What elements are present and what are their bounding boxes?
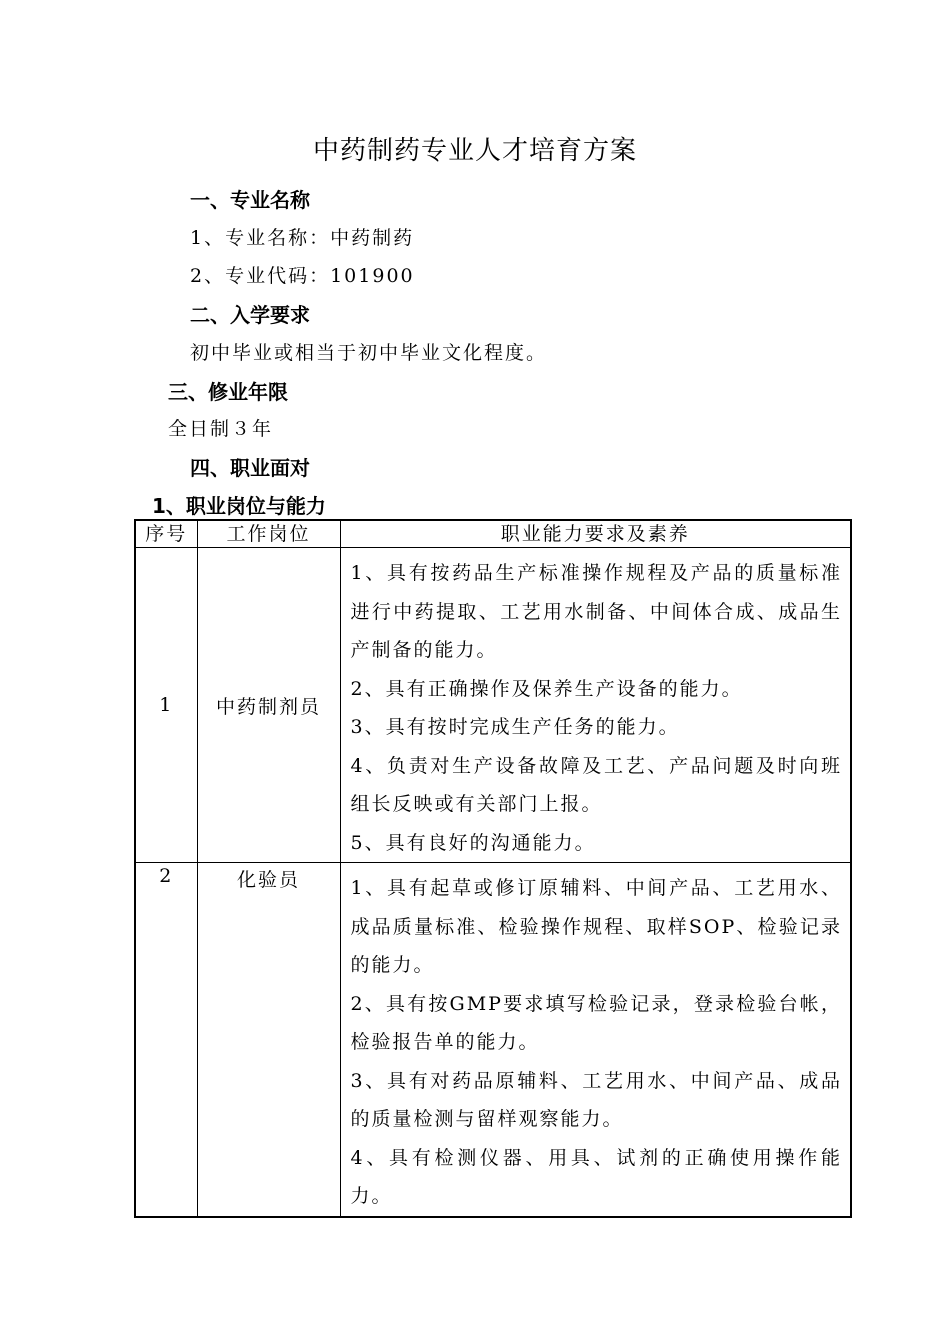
requirement-item: 2、具有按GMP要求填写检验记录，登录检验台帐，检验报告单的能力。	[350, 992, 842, 1053]
section-heading-duration: 三、修业年限	[168, 380, 288, 404]
duration-text: 全日制３年	[168, 418, 274, 440]
admission-text: 初中毕业或相当于初中毕业文化程度。	[190, 342, 548, 364]
table-row	[135, 863, 851, 1217]
sub-heading-positions: 1、职业岗位与能力	[152, 494, 326, 518]
requirement-item: 5、具有良好的沟通能力。	[350, 831, 596, 854]
row-job: 中药制剂员	[197, 548, 340, 863]
requirement-item: 4、负责对生产设备故障及工艺、产品问题及时向班组长反映或有关部门上报。	[350, 754, 842, 815]
table-header-row	[135, 520, 851, 548]
requirement-item: 1、具有按药品生产标准操作规程及产品的质量标准进行中药提取、工艺用水制备、中间体合成、成品生产制备的能力。	[350, 562, 842, 661]
header-job: 工作岗位	[197, 520, 340, 548]
requirement-item: 4、具有检测仪器、用具、试剂的正确使用操作能力。	[350, 1146, 842, 1207]
document-title: 中药制药专业人才培育方案	[312, 136, 637, 166]
major-name-line: 1、专业名称：中药制药	[190, 227, 415, 249]
table-row	[135, 548, 851, 863]
requirement-item: 2、具有正确操作及保养生产设备的能力。	[350, 677, 743, 700]
row-no: 1	[135, 548, 197, 863]
section-heading-major-name: 一、专业名称	[190, 188, 310, 212]
header-requirements: 职业能力要求及素养	[340, 520, 851, 548]
row-job: 化验员	[197, 863, 340, 1217]
row-no: 2	[135, 863, 197, 1217]
requirement-item: 3、具有按时完成生产任务的能力。	[350, 716, 680, 738]
header-no: 序号	[135, 520, 197, 548]
row-requirements	[340, 863, 851, 1217]
section-heading-career: 四、职业面对	[190, 456, 310, 480]
row-requirements	[340, 548, 851, 863]
section-heading-admission: 二、入学要求	[190, 303, 310, 327]
positions-table	[134, 519, 852, 1218]
major-code-line: 2、专业代码：101900	[190, 265, 415, 287]
requirement-item: 3、具有对药品原辅料、工艺用水、中间产品、成品的质量检测与留样观察能力。	[350, 1069, 842, 1130]
requirement-item: 1、具有起草或修订原辅料、中间产品、工艺用水、成品质量标准、检验操作规程、取样SOP、检验记录的能力。	[350, 877, 842, 976]
